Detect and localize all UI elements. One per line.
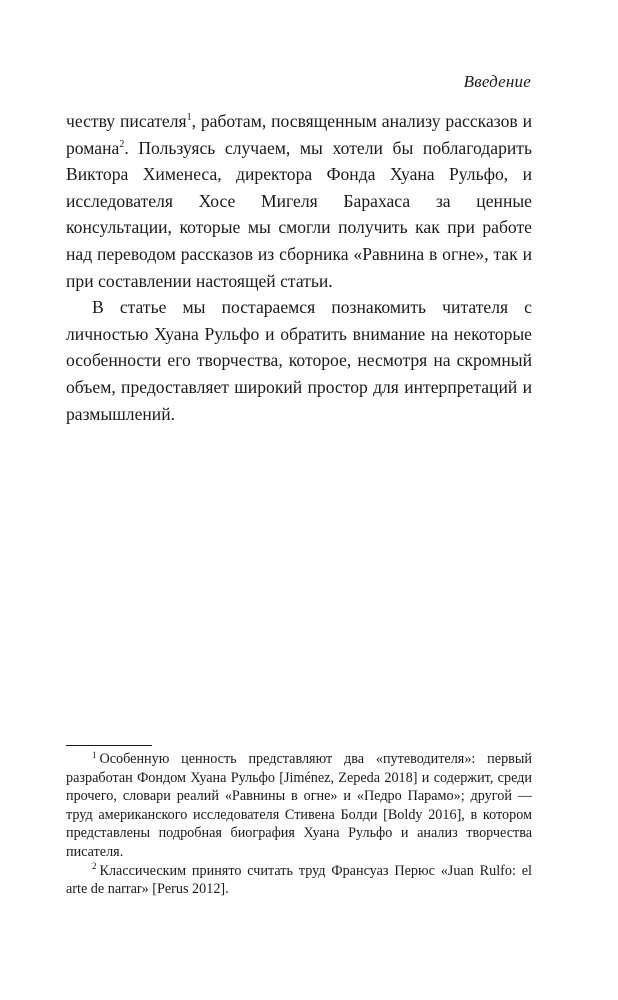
paragraph-1-part-1: честву писателя — [66, 111, 187, 131]
footnote-2 — [66, 862, 532, 899]
footnote-1 — [66, 750, 532, 862]
footnote-1-text: Особенную ценность представляют два «путеводителя»: первый разработан Фондом Хуана Рульфо [Jiménez, Zepeda 2018] и содержит, среди прочего, словари реалий «Равнины в огне» и «Педро Парамо»; другой — труд американского исследователя Стивена Болди [Boldy 2016], в котором представлены подробная биография Хуана Рульфо и анализ творчества писателя. — [66, 751, 532, 860]
footnote-ref-1[interactable]: 1 — [186, 112, 192, 123]
footnote-ref-2[interactable]: 2 — [119, 138, 125, 150]
paragraph-2: В статье мы постараемся познакомить читателя с личностью Хуана Рульфо и обратить внимание на некоторые особенности его творчества, которое, несмотря на скромный объем, предоставляет широкий простор для интерпретаций и размышлений. — [66, 297, 532, 424]
footnote-1-mark: 1 — [92, 749, 97, 760]
main-text — [66, 108, 532, 427]
footnote-2-text: Классическим принято считать труд Франсуаз Перюс «Juan Rulfo: el arte de narrar» [Perus 2012]. — [66, 862, 532, 898]
paragraph-1 — [66, 108, 532, 294]
footnote-divider — [66, 745, 152, 746]
footnote-2-mark: 2 — [92, 861, 97, 872]
paragraph-1-part-2: , работам, посвященным анализу рассказов и романа — [66, 111, 533, 158]
paragraph-1-part-3: . Пользуясь случаем, мы хотели бы поблагодарить Виктора Хименеса, директора Фонда Хуана Рульфо, и исследователя Хосе Мигеля Барахаса за ценные консультации, которые мы смогли получить как при работе над переводом рассказов из сборника «Равнина в огне», так и при составлении настоящей статьи. — [66, 137, 532, 291]
running-head: Введение — [463, 72, 531, 91]
footnotes — [66, 750, 532, 899]
